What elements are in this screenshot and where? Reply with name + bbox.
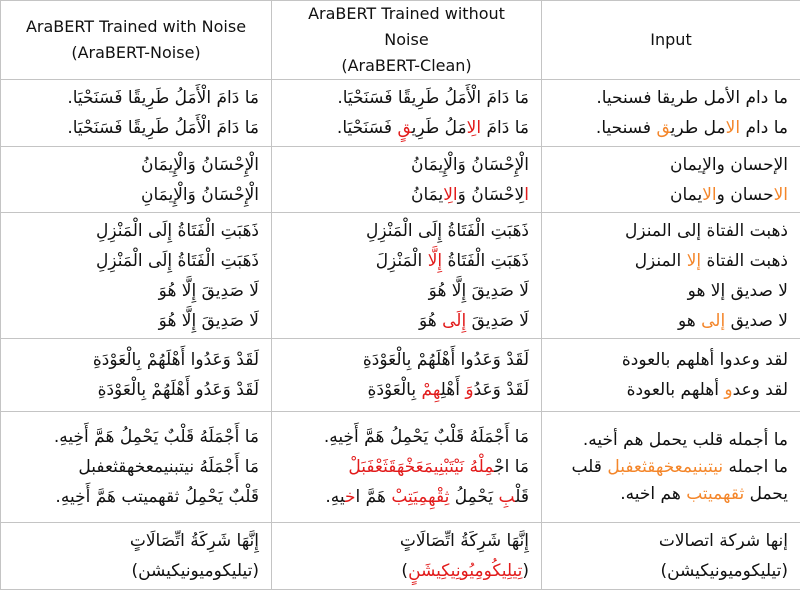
text-segment: يمَانُ: [411, 185, 443, 205]
text-segment: مَا دَامَ الْأَمَلُ طَرِيقًا فَسَنَحْيَا.: [337, 88, 529, 108]
highlighted-error: بِ: [499, 487, 516, 507]
highlighted-noise: و: [724, 380, 732, 400]
text-segment: مَلُ طَرِي: [412, 118, 467, 138]
output-line: لَقَدْ وَعَدُو أَهْلَهُمْ بِالْعَوْدَةِ: [13, 375, 259, 405]
output-line: مَا دَامَ الْأَمَلُ طَرِيقًا فَسَنَحْيَا.: [13, 83, 259, 113]
output-line: ذَهَبَتِ الْفَتَاةُ إِلَى الْمَنْزِلِ: [13, 246, 259, 276]
text-segment: الْمَنْزِلَ: [376, 251, 428, 271]
highlighted-noise: الا: [726, 118, 740, 138]
clean-cell: [272, 339, 542, 412]
text-segment: بِالْعَوْدَةِ: [368, 380, 422, 400]
table-row: [1, 80, 800, 147]
text-segment: يمان: [670, 185, 702, 205]
output-line: [284, 246, 529, 276]
highlighted-noise: ق: [656, 118, 670, 138]
clean-cell: [272, 80, 542, 147]
text-segment: ذَهَبَتِ الْفَتَاةُ: [442, 251, 529, 271]
output-line: إِنَّهَا شَرِكَةُ اتِّصَالَاتٍ: [13, 526, 259, 556]
output-line: [284, 526, 529, 556]
text-segment: هُوَ: [419, 311, 442, 331]
text-segment: فَسَنَحْيَا.: [337, 118, 398, 138]
output-line: [284, 150, 529, 180]
highlighted-error: وَ: [465, 380, 473, 400]
highlighted-noise: نيتبنيمعخهقثعفبل: [607, 457, 723, 477]
highlighted-noise: إلى: [701, 311, 725, 331]
output-line: مَا أَجْمَلَهُ قَلْبٌ يَحْمِلُ هَمَّ أَخِيهِ.: [13, 422, 259, 452]
output-line: قَلْبٌ يَحْمِلُ ثقهميتب هَمَّ أَخِيهِ.: [13, 482, 259, 512]
text-segment: ما دام الأمل طريقا فسنحيا.: [596, 88, 788, 108]
text-segment: مَا دَامَ: [481, 118, 529, 138]
text-segment: المنزل: [635, 251, 687, 271]
text-segment: لا صديق إلا هو: [688, 281, 788, 301]
input-line: [554, 150, 788, 180]
highlighted-error: هِمْ: [422, 380, 441, 400]
text-segment: فسنحيا.: [596, 118, 657, 138]
input-line: [554, 375, 788, 405]
header-arabert-noise: [1, 1, 272, 80]
header-input: [542, 1, 800, 80]
output-line: [284, 375, 529, 405]
output-line: [284, 452, 529, 482]
output-line: مَا دَامَ الْأَمَلُ طَرِيقًا فَسَنَحْيَا.: [13, 113, 259, 143]
output-line: [284, 180, 529, 210]
output-line: لَا صَدِيقَ إِلَّا هُوَ: [13, 276, 259, 306]
text-segment: مَا اجْ: [494, 457, 529, 477]
text-segment: إنها شركة اتصالات: [659, 531, 788, 551]
text-segment: ما اجمله: [723, 457, 788, 477]
text-segment: هم اخيه.: [620, 484, 686, 504]
text-segment: أَهْلِ: [441, 380, 466, 400]
table-row: [1, 523, 800, 590]
text-segment: ما أجمله قلب يحمل هم أخيه.: [583, 430, 788, 450]
text-segment: لَا صَدِيقَ إِلَّا هُوَ: [429, 281, 529, 301]
header-subtitle: (AraBERT-Clean): [284, 53, 529, 79]
highlighted-error: الِا: [443, 185, 457, 205]
output-line: [284, 216, 529, 246]
text-segment: ذهبت الفتاة إلى المنزل: [625, 221, 788, 241]
highlighted-error: خ: [345, 487, 356, 507]
noise-cell: [1, 147, 272, 213]
highlighted-noise: الا: [774, 185, 788, 205]
output-line: [284, 422, 529, 452]
text-segment: الْإِحْسَانُ وَالْإِيمَانُ: [411, 155, 529, 175]
output-line: مَا أَجْمَلَهُ نيتبنيمعخهقثعفبل: [13, 452, 259, 482]
highlighted-error: إِلَّا: [428, 251, 442, 271]
output-line: ذَهَبَتِ الْفَتَاةُ إِلَى الْمَنْزِلِ: [13, 216, 259, 246]
input-line: [554, 276, 788, 306]
text-segment: يهِ.: [325, 487, 345, 507]
input-line: [554, 427, 788, 454]
highlighted-error: مِلْهُ: [470, 457, 495, 477]
text-segment: (تيليكوميونيكيشن): [660, 561, 788, 581]
clean-cell: [272, 523, 542, 590]
input-line: [554, 180, 788, 210]
text-segment: لَقَدْ وَعَدُوا أَهْلَهُمْ بِالْعَوْدَةِ: [363, 350, 529, 370]
output-line: [284, 276, 529, 306]
output-line: لَا صَدِيقَ إِلَّا هُوَ: [13, 306, 259, 336]
text-segment: يَحْمِلُ: [449, 487, 498, 507]
text-segment: إِنَّهَا شَرِكَةُ اتِّصَالَاتٍ: [400, 531, 529, 551]
noise-cell: [1, 523, 272, 590]
text-segment: ): [401, 561, 408, 581]
clean-cell: [272, 147, 542, 213]
header-row: [1, 1, 800, 80]
output-line: الْإِحْسَانُ وَالْإِيمَانُ: [13, 150, 259, 180]
input-cell: [542, 339, 800, 412]
output-line: الْإِحْسَانُ وَالْإِيمَانِ: [13, 180, 259, 210]
text-segment: لا صديق: [725, 311, 788, 331]
output-line: [284, 83, 529, 113]
text-segment: مَا أَجْمَلَهُ قَلْبٌ يَحْمِلُ هَمَّ أَخِيهِ.: [324, 427, 529, 447]
input-line: [554, 246, 788, 276]
noise-cell: [1, 213, 272, 339]
input-cell: [542, 412, 800, 523]
text-segment: لَقَدْ وَعَدُ: [474, 380, 529, 400]
input-line: [554, 556, 788, 586]
highlighted-error: ا: [524, 185, 529, 205]
output-line: لَقَدْ وَعَدُوا أَهْلَهُمْ بِالْعَوْدَةِ: [13, 345, 259, 375]
highlighted-error: ثِقْهِمِيَتِبْ: [391, 487, 449, 507]
text-segment: ذَهَبَتِ الْفَتَاةُ إِلَى الْمَنْزِلِ: [366, 221, 529, 241]
table-row: [1, 412, 800, 523]
highlighted-error: إِلَى: [442, 311, 466, 331]
text-segment: (: [522, 561, 529, 581]
text-segment: الإحسان والإيمان: [670, 155, 788, 175]
highlighted-error: تِيلِيكُومِيُونِيكِيشَنٍ: [408, 561, 522, 581]
input-cell: [542, 80, 800, 147]
text-segment: حسان و: [717, 185, 774, 205]
highlighted-noise: ثقهميتب: [686, 484, 744, 504]
text-segment: لِاحْسَانُ وَ: [458, 185, 525, 205]
input-cell: [542, 213, 800, 339]
text-segment: هو: [678, 311, 701, 331]
text-segment: ما دام: [740, 118, 788, 138]
text-segment: ذهبت الفتاة: [701, 251, 788, 271]
output-line: [284, 113, 529, 143]
input-line: [554, 83, 788, 113]
input-line: [554, 345, 788, 375]
input-line: [554, 526, 788, 556]
output-line: (تيليكوميونيكيشن): [13, 556, 259, 586]
input-cell: [542, 523, 800, 590]
input-line: [554, 306, 788, 336]
highlighted-noise: إلا: [687, 251, 701, 271]
input-line: [554, 113, 788, 143]
input-line: [554, 216, 788, 246]
clean-cell: [272, 412, 542, 523]
input-line: [554, 454, 788, 508]
output-line: [284, 482, 529, 512]
text-segment: لقد وعد: [733, 380, 788, 400]
text-segment: مل طري: [671, 118, 726, 138]
header-title: AraBERT Trained without Noise: [284, 1, 529, 53]
table-row: [1, 147, 800, 213]
text-segment: لقد وعدوا أهلهم بالعودة: [622, 350, 788, 370]
text-segment: أهلهم بالعودة: [627, 380, 725, 400]
output-line: [284, 556, 529, 586]
header-subtitle: (AraBERT-Noise): [13, 40, 259, 66]
highlighted-noise: الا: [702, 185, 716, 205]
text-segment: قلب يحمل: [571, 457, 788, 504]
output-line: [284, 306, 529, 336]
header-title: AraBERT Trained with Noise: [13, 14, 259, 40]
table-row: [1, 339, 800, 412]
input-cell: [542, 147, 800, 213]
text-segment: لَا صَدِيقَ: [466, 311, 529, 331]
header-title: Input: [554, 27, 788, 53]
clean-cell: [272, 213, 542, 339]
text-segment: هَمَّ ا: [356, 487, 392, 507]
highlighted-error: نَيْتَبْنِيمَعَخْهَقَثَعْفَبَلْ: [348, 457, 464, 477]
highlighted-error: الِا: [467, 118, 481, 138]
noise-cell: [1, 412, 272, 523]
text-segment: قَلْ: [515, 487, 529, 507]
header-arabert-clean: [272, 1, 542, 80]
output-line: [284, 345, 529, 375]
highlighted-error: قٍ: [397, 118, 411, 138]
noise-cell: [1, 80, 272, 147]
noise-cell: [1, 339, 272, 412]
table-row: [1, 213, 800, 339]
